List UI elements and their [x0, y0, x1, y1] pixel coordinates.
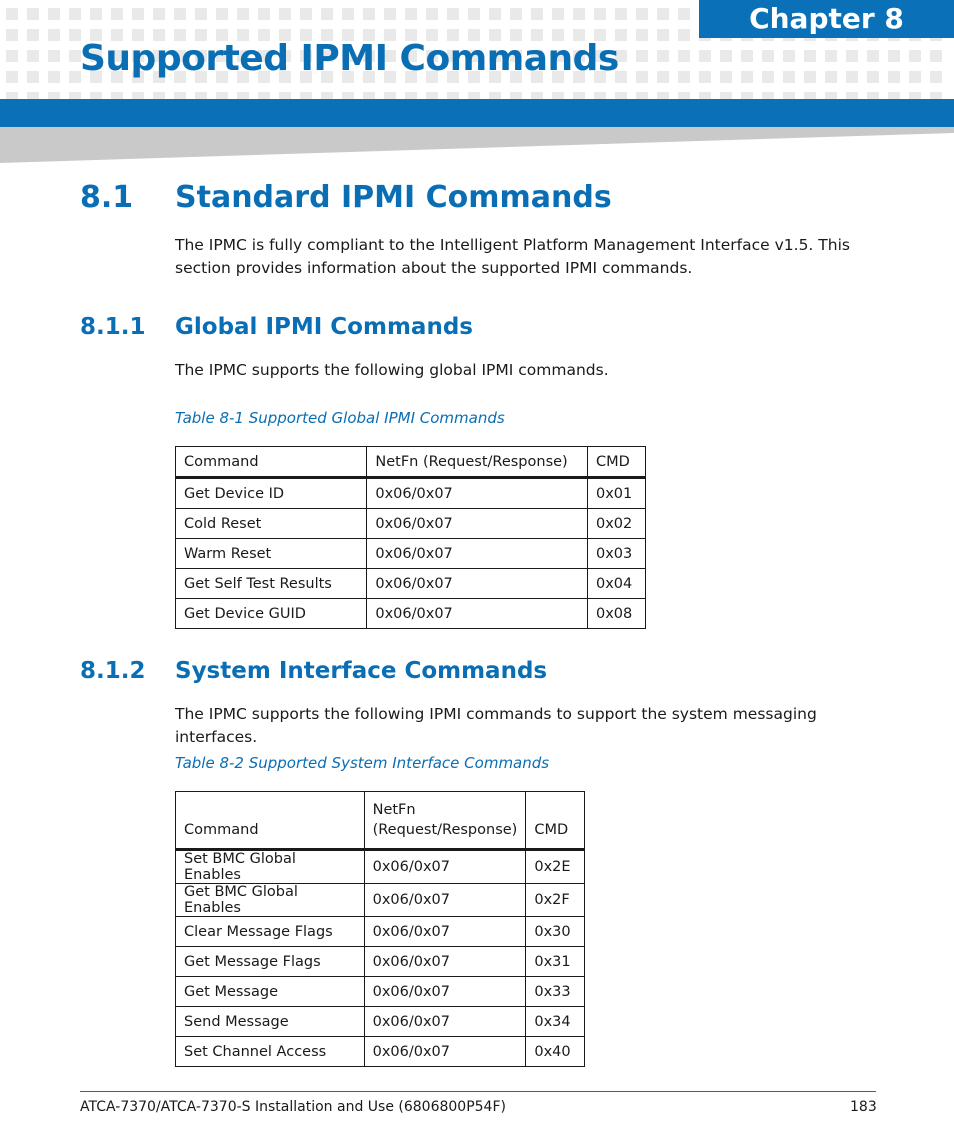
cmd-cell: 0x34 [526, 1007, 585, 1037]
cmd-cell: 0x2E [526, 850, 585, 884]
table-row [176, 977, 585, 1007]
netfn-cell: 0x06/0x07 [364, 917, 526, 947]
table-header-row [176, 792, 585, 850]
dot [636, 8, 648, 20]
dot [741, 50, 753, 62]
section-8-1-body: The IPMC is fully compliant to the Intelligent Platform Management Interface v1.5. This section provides information about the supported IPMI commands. [175, 236, 850, 277]
footer-page-number: 183 [850, 1099, 877, 1115]
dot [153, 8, 165, 20]
dot [531, 8, 543, 20]
netfn-cell: 0x06/0x07 [367, 569, 588, 599]
table-row [176, 478, 646, 509]
cmd-cell: 0x40 [526, 1037, 585, 1067]
dot [48, 71, 60, 83]
dot [195, 8, 207, 20]
cmd-cell: 0x31 [526, 947, 585, 977]
dot [804, 71, 816, 83]
dot [216, 8, 228, 20]
cmd-cell: 0x02 [588, 509, 646, 539]
dot [636, 71, 648, 83]
dot [699, 71, 711, 83]
dot [258, 8, 270, 20]
header-cell: NetFn (Request/Response) [367, 447, 588, 478]
dot [552, 8, 564, 20]
dot [846, 71, 858, 83]
dot [720, 71, 732, 83]
footer-divider [80, 1091, 876, 1092]
footer-document-title: ATCA-7370/ATCA-7370-S Installation and Use (6806800P54F) [80, 1099, 506, 1115]
netfn-cell: 0x06/0x07 [367, 478, 588, 509]
table-row [176, 850, 585, 884]
command-cell: Set Channel Access [176, 1037, 365, 1067]
dot [69, 8, 81, 20]
dot [657, 50, 669, 62]
dot [6, 50, 18, 62]
section-heading-8-1-1 [80, 314, 473, 340]
dot [489, 8, 501, 20]
netfn-cell: 0x06/0x07 [364, 1007, 526, 1037]
dot [174, 8, 186, 20]
dot [867, 50, 879, 62]
section-number: 8.1.2 [80, 658, 146, 684]
section-title: System Interface Commands [175, 658, 548, 684]
dot [321, 8, 333, 20]
dot [804, 50, 816, 62]
table-8-1-caption: Table 8-1 Supported Global IPMI Commands [175, 409, 505, 427]
section-8-1-1-body: The IPMC supports the following global IPMI commands. [175, 361, 609, 379]
cmd-cell: 0x08 [588, 599, 646, 629]
dot [48, 8, 60, 20]
section-heading-8-1 [80, 180, 612, 215]
dot [888, 50, 900, 62]
dot [657, 8, 669, 20]
cmd-cell: 0x33 [526, 977, 585, 1007]
table-row [176, 917, 585, 947]
table-row [176, 599, 646, 629]
dot [825, 71, 837, 83]
dot [657, 29, 669, 41]
header-blue-band [0, 99, 954, 127]
cmd-cell: 0x01 [588, 478, 646, 509]
table-row [176, 884, 585, 917]
netfn-cell: 0x06/0x07 [364, 884, 526, 917]
netfn-cell: 0x06/0x07 [364, 947, 526, 977]
command-cell: Get Self Test Results [176, 569, 367, 599]
dot [762, 50, 774, 62]
dot [678, 50, 690, 62]
section-heading-8-1-2 [80, 658, 547, 684]
dot [237, 8, 249, 20]
dot [573, 8, 585, 20]
table-header-row [176, 447, 646, 478]
dot [27, 71, 39, 83]
command-cell: Get Message [176, 977, 365, 1007]
command-cell: Get Device GUID [176, 599, 367, 629]
netfn-cell: 0x06/0x07 [367, 539, 588, 569]
dot [888, 71, 900, 83]
table-row [176, 539, 646, 569]
dot [678, 29, 690, 41]
cmd-cell: 0x03 [588, 539, 646, 569]
header-cell: Command [176, 792, 365, 850]
dot [846, 50, 858, 62]
dot [447, 8, 459, 20]
dot [510, 8, 522, 20]
dot [90, 8, 102, 20]
dot [405, 8, 417, 20]
dot [699, 50, 711, 62]
section-number: 8.1.1 [80, 314, 146, 340]
table-row [176, 569, 646, 599]
dot [300, 8, 312, 20]
netfn-cell: 0x06/0x07 [367, 509, 588, 539]
dot [384, 8, 396, 20]
command-cell: Get Message Flags [176, 947, 365, 977]
table-row [176, 1037, 585, 1067]
system-interface-commands-table [175, 791, 585, 1067]
netfn-cell: 0x06/0x07 [367, 599, 588, 629]
global-ipmi-commands-table [175, 446, 646, 629]
table-row [176, 509, 646, 539]
dot [783, 50, 795, 62]
dot [909, 71, 921, 83]
dot [720, 50, 732, 62]
dot [594, 8, 606, 20]
dot [762, 71, 774, 83]
cmd-cell: 0x2F [526, 884, 585, 917]
header-cell: NetFn (Request/Response) [364, 792, 526, 850]
section-title: Standard IPMI Commands [175, 180, 612, 215]
dot [48, 29, 60, 41]
dot [867, 71, 879, 83]
command-cell: Cold Reset [176, 509, 367, 539]
section-8-1-2-body: The IPMC supports the following IPMI commands to support the system messaging interfaces. [175, 705, 817, 746]
command-cell: Clear Message Flags [176, 917, 365, 947]
dot [741, 71, 753, 83]
netfn-cell: 0x06/0x07 [364, 1037, 526, 1067]
command-cell: Warm Reset [176, 539, 367, 569]
dot [468, 8, 480, 20]
dot [6, 71, 18, 83]
dot [426, 8, 438, 20]
dot [783, 71, 795, 83]
dot [279, 8, 291, 20]
table-8-2-caption: Table 8-2 Supported System Interface Commands [175, 754, 550, 772]
dot [111, 8, 123, 20]
command-cell: Set BMC Global Enables [176, 850, 365, 884]
dot [6, 29, 18, 41]
dot [657, 71, 669, 83]
dot [363, 8, 375, 20]
dot [636, 50, 648, 62]
chapter-label: Chapter 8 [699, 0, 954, 38]
header-cell: CMD [526, 792, 585, 850]
dot [678, 71, 690, 83]
dot [342, 8, 354, 20]
command-cell: Get Device ID [176, 478, 367, 509]
header-cell: CMD [588, 447, 646, 478]
netfn-cell: 0x06/0x07 [364, 850, 526, 884]
cmd-cell: 0x30 [526, 917, 585, 947]
chapter-title: Supported IPMI Commands [80, 38, 619, 79]
header-cell: Command [176, 447, 367, 478]
section-number: 8.1 [80, 180, 134, 215]
dot [678, 8, 690, 20]
dot [6, 8, 18, 20]
dot [825, 50, 837, 62]
dot [27, 50, 39, 62]
command-cell: Send Message [176, 1007, 365, 1037]
table-row [176, 947, 585, 977]
dot [930, 50, 942, 62]
header-gray-wedge [0, 127, 954, 163]
cmd-cell: 0x04 [588, 569, 646, 599]
netfn-cell: 0x06/0x07 [364, 977, 526, 1007]
dot [636, 29, 648, 41]
section-title: Global IPMI Commands [175, 314, 473, 340]
dot [132, 8, 144, 20]
dot [27, 8, 39, 20]
dot [615, 8, 627, 20]
dot [930, 71, 942, 83]
dot [48, 50, 60, 62]
dot [27, 29, 39, 41]
dot [909, 50, 921, 62]
command-cell: Get BMC Global Enables [176, 884, 365, 917]
table-row [176, 1007, 585, 1037]
